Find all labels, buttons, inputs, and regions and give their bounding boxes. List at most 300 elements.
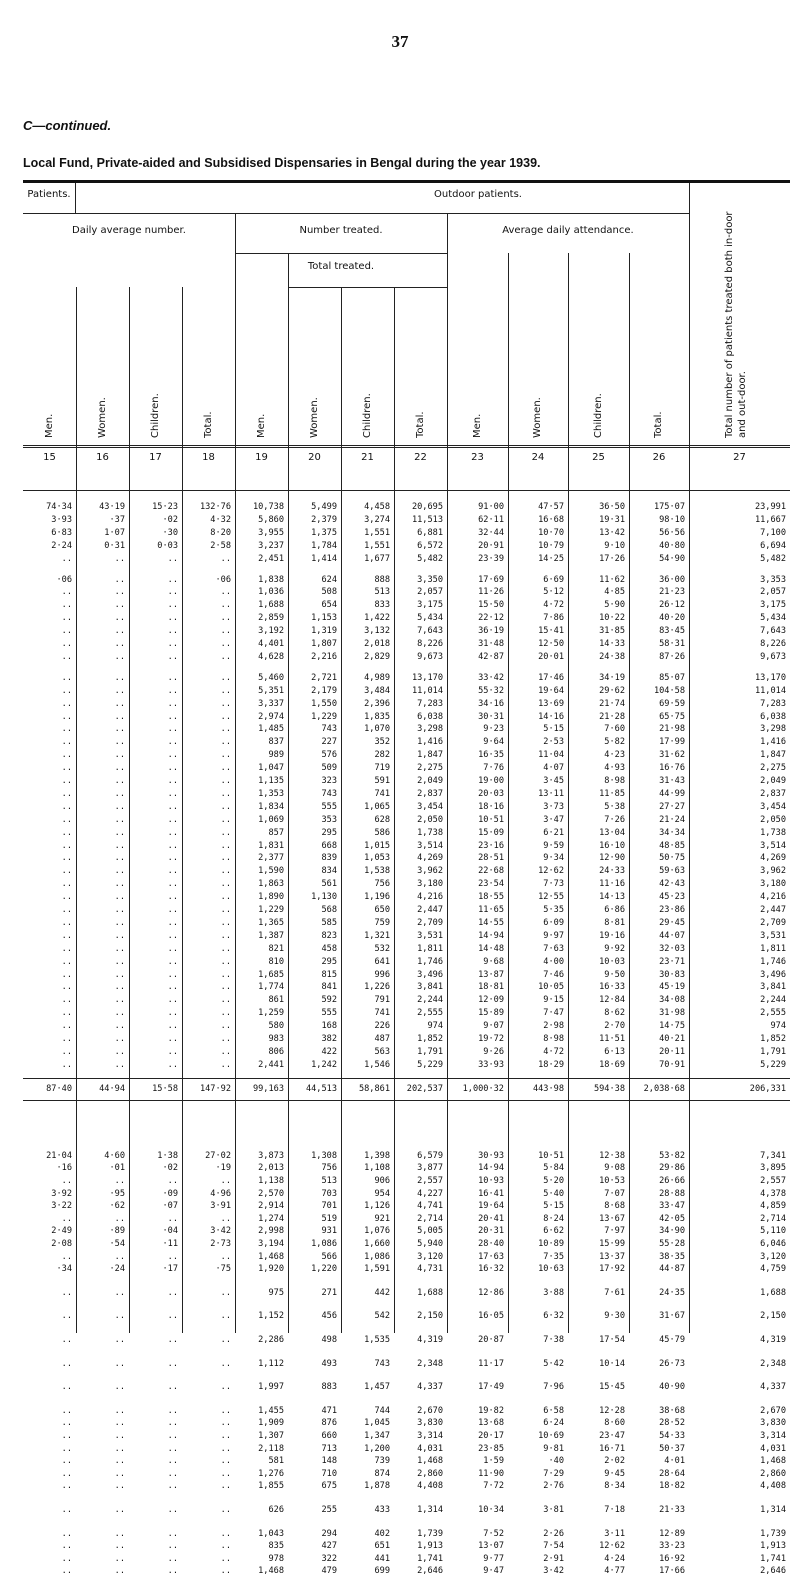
table-cell: .. [167,1456,178,1467]
table-cell: 3,895 [760,1163,786,1174]
rule-line [394,287,395,1333]
table-cell: 34·19 [599,672,625,683]
table-cell: 10·69 [538,1430,564,1441]
table-cell: .. [61,1008,72,1019]
table-cell: .. [167,1334,178,1345]
table-cell: 443·98 [532,1083,564,1094]
table-cell: 3,180 [760,879,786,890]
table-cell: .. [61,724,72,735]
table-cell: 6·83 [51,527,72,538]
table-cell: 16·35 [478,750,504,761]
table-cell: 14·94 [478,930,504,941]
table-cell: 6·86 [604,905,625,915]
table-cell: 1,784 [311,540,337,551]
table-row [23,1188,790,1200]
table-cell: 2,038·68 [643,1083,685,1094]
table-cell: 17·26 [599,553,625,564]
table-cell: 5,860 [258,514,284,525]
table-row [23,599,790,611]
table-cell: .. [61,1566,72,1577]
table-cell: 26·12 [659,600,685,611]
table-cell: .. [167,1311,178,1322]
table-cell: 701 [321,1201,337,1212]
table-cell: 74·34 [46,502,72,512]
table-cell: 1,791 [760,1046,786,1057]
table-row [23,788,790,800]
table-cell: .. [114,1566,125,1577]
table-cell: 16·71 [599,1443,625,1454]
table-cell: .. [220,995,231,1006]
table-cell: 1,811 [417,943,443,954]
table-cell: .. [167,879,178,890]
table-cell: 83·45 [659,626,685,637]
table-cell: .. [167,763,178,774]
table-cell: 16·32 [478,1264,504,1275]
table-cell: .. [114,711,125,722]
column-number: 17 [149,452,162,463]
table-cell: 1,422 [364,613,390,624]
table-cell: .. [167,587,178,598]
table-cell: ·01 [109,1163,125,1174]
table-cell: .. [167,574,178,585]
table-row [23,1007,790,1019]
table-cell: 8,226 [417,639,443,649]
table-cell: 1,086 [364,1251,390,1262]
table-cell: 5·90 [604,600,625,611]
table-row [23,638,790,650]
table-row [23,1033,790,1045]
table-cell: 10·53 [599,1175,625,1186]
table-cell: .. [220,827,231,838]
table-row [23,685,790,697]
table-cell: 874 [374,1468,390,1479]
table-cell: 1,274 [258,1213,284,1224]
table-cell: 17·66 [659,1566,685,1577]
table-cell: 542 [374,1311,390,1322]
table-cell: 2,557 [417,1175,443,1186]
table-cell: 1,242 [311,1059,337,1070]
table-cell: 10,738 [252,502,284,512]
table-cell: .. [167,1528,178,1539]
table-cell: .. [167,814,178,825]
table-cell: 352 [374,737,390,748]
table-cell: 3,841 [760,982,786,993]
table-cell: 563 [374,1046,390,1057]
table-cell: 2,829 [364,651,390,662]
table-cell: 594·38 [593,1083,625,1094]
table-cell: 9·50 [604,969,625,980]
table-cell: 2·91 [543,1553,564,1564]
table-cell: .. [114,1008,125,1019]
table-cell: .. [167,827,178,838]
table-cell: .. [61,1468,72,1479]
table-cell: 1,660 [364,1238,390,1249]
table-cell: .. [114,737,125,748]
table-cell: 168 [321,1021,337,1032]
column-label: Men. [255,413,267,438]
table-cell: .. [61,788,72,799]
table-cell: 975 [268,1287,284,1298]
table-cell: 7,100 [760,527,786,538]
table-cell: 40·90 [659,1382,685,1393]
table-row [23,1251,790,1263]
table-cell: 34·34 [659,827,685,838]
table-cell: 2,150 [760,1311,786,1322]
table-title: Local Fund, Private-aided and Subsidised Dispensaries in Bengal during the year 1939. [23,156,541,170]
rule-line [568,253,569,1333]
table-cell: 4,269 [417,853,443,864]
table-cell: 20·01 [538,651,564,662]
table-cell: 833 [374,600,390,611]
table-cell: 1,047 [258,763,284,774]
table-cell: 91·00 [478,502,504,512]
table-cell: 11,513 [411,514,443,525]
table-row [23,514,790,526]
table-cell: 1,347 [364,1430,390,1441]
table-cell: 4,741 [417,1201,443,1212]
table-cell: 31·48 [478,639,504,649]
rule-line [447,213,448,1333]
column-number: 24 [531,452,545,463]
table-row [23,749,790,761]
table-cell: 5·35 [543,905,564,915]
table-cell: 1,855 [258,1481,284,1492]
table-cell: 508 [321,587,337,598]
table-cell: 6,038 [417,711,443,722]
table-cell: 18·29 [538,1059,564,1070]
table-cell: 3,314 [760,1430,786,1441]
table-cell: 19·82 [478,1405,504,1416]
table-cell: ·16 [56,1163,72,1174]
table-cell: .. [114,866,125,877]
table-cell: 4·07 [543,763,564,774]
totals-row [23,1083,790,1095]
table-cell: 2,049 [760,776,786,786]
table-cell: .. [61,879,72,890]
table-cell: .. [61,750,72,761]
table-cell: 1,045 [364,1418,390,1429]
table-cell: 9,673 [760,651,786,662]
table-cell: 26·73 [659,1358,685,1369]
table-cell: 921 [374,1213,390,1224]
table-row [23,891,790,903]
table-cell: 3,531 [417,930,443,941]
table-cell: .. [220,840,231,851]
table-cell: .. [220,698,231,709]
header-number-treated: Number treated. [299,225,383,236]
table-cell: 59·63 [659,866,685,877]
table-cell: 1,259 [258,1008,284,1019]
table-cell: .. [220,801,231,812]
table-cell: 974 [770,1021,786,1032]
table-cell: 3,496 [760,969,786,980]
table-cell: ·34 [56,1264,72,1275]
table-cell: 10·14 [599,1358,625,1369]
table-cell: 5,351 [258,685,284,696]
table-cell: .. [220,1528,231,1539]
table-cell: 27·27 [659,801,685,812]
table-cell: 2,646 [760,1566,786,1577]
table-cell: 983 [268,1034,284,1044]
table-cell: 34·08 [659,995,685,1006]
table-cell: .. [220,672,231,683]
table-cell: 294 [321,1528,337,1539]
table-cell: 13·87 [478,969,504,980]
table-cell: 1,321 [364,930,390,941]
table-row [23,1480,790,1492]
table-cell: 2,837 [417,788,443,799]
table-cell: 7,643 [417,626,443,637]
table-cell: 471 [321,1405,337,1416]
table-cell: 9·07 [483,1021,504,1032]
table-cell: 5,005 [417,1226,443,1237]
table-cell: 23·71 [659,956,685,967]
table-cell: 641 [374,956,390,967]
table-cell: 5·42 [543,1358,564,1369]
table-cell: .. [61,651,72,662]
table-cell: 7·47 [543,1008,564,1019]
table-cell: .. [220,1456,231,1467]
table-cell: 7,283 [417,698,443,709]
table-cell: .. [167,1021,178,1032]
table-row [23,775,790,787]
table-cell: 3,314 [417,1430,443,1441]
table-row [23,736,790,748]
table-cell: 3·42 [210,1226,231,1237]
table-cell: 1,738 [760,827,786,838]
table-cell: .. [220,737,231,748]
table-cell: 132·76 [199,502,231,512]
table-cell: 4,458 [364,502,390,512]
table-cell: 14·25 [538,553,564,564]
table-cell: .. [220,600,231,611]
table-cell: 13·68 [478,1418,504,1429]
table-cell: 433 [374,1504,390,1515]
table-cell: 2,275 [417,763,443,774]
table-cell: .. [167,801,178,812]
table-cell: 20·41 [478,1213,504,1224]
table-cell: 586 [374,827,390,838]
table-cell: 20·17 [478,1430,504,1441]
table-cell: 3,132 [364,626,390,637]
table-cell: 741 [374,1008,390,1019]
table-cell: 978 [268,1553,284,1564]
table-cell: 1,153 [311,613,337,624]
table-cell: 6·58 [543,1405,564,1416]
table-cell: 14·16 [538,711,564,722]
table-cell: .. [167,969,178,980]
table-cell: 7·63 [543,943,564,954]
table-cell: 10·22 [599,613,625,624]
table-cell: .. [220,1251,231,1262]
table-cell: 4,337 [417,1382,443,1393]
table-cell: 1,152 [258,1311,284,1322]
table-cell: 31·62 [659,750,685,761]
table-cell: 1,746 [417,956,443,967]
table-cell: .. [167,1358,178,1369]
table-cell: 823 [321,930,337,941]
table-cell: 17·99 [659,737,685,748]
table-cell: 2·70 [604,1021,625,1032]
table-row [23,540,790,552]
table-cell: 9·59 [543,840,564,851]
table-cell: 3,175 [760,600,786,611]
table-cell: .. [114,917,125,928]
table-row [23,1430,790,1442]
table-cell: 3·11 [604,1528,625,1539]
table-cell: .. [220,1059,231,1070]
table-cell: 3·22 [51,1201,72,1212]
table-cell: 591 [374,776,390,786]
table-cell: 3,496 [417,969,443,980]
table-cell: 17·92 [599,1264,625,1275]
table-cell: 175·07 [653,502,685,512]
column-label: Men. [43,413,55,438]
table-cell: 8,226 [760,639,786,649]
table-cell: 4,401 [258,639,284,649]
column-number: 19 [255,452,268,463]
rule-line [629,253,630,1333]
table-cell: 839 [321,853,337,864]
table-cell: .. [220,613,231,624]
table-cell: 1,909 [258,1418,284,1429]
table-cell: .. [167,553,178,564]
table-cell: 2,286 [258,1334,284,1345]
table-cell: .. [61,969,72,980]
table-cell: 9·23 [483,724,504,735]
table-row [23,1225,790,1237]
table-cell: 10·79 [538,540,564,551]
table-cell: .. [114,613,125,624]
table-cell: 9·15 [543,995,564,1006]
table-cell: 50·37 [659,1443,685,1454]
table-cell: 11·65 [478,905,504,915]
table-cell: 3,337 [258,698,284,709]
table-cell: 561 [321,879,337,890]
table-cell: 821 [268,943,284,954]
column-label: Men. [471,413,483,438]
table-cell: 402 [374,1528,390,1539]
table-cell: 1,811 [760,943,786,954]
table-cell: .. [167,639,178,649]
table-cell: 23·47 [599,1430,625,1441]
table-row [23,1263,790,1275]
table-cell: 3,873 [258,1150,284,1161]
table-cell: 19·31 [599,514,625,525]
table-cell: 29·62 [599,685,625,696]
table-cell: .. [61,956,72,967]
column-label: Children. [361,393,373,438]
table-cell: .. [114,651,125,662]
table-cell: 227 [321,737,337,748]
table-cell: 651 [374,1541,390,1552]
table-cell: .. [61,1504,72,1515]
table-cell: 654 [321,600,337,611]
table-row [23,917,790,929]
table-cell: .. [114,1418,125,1429]
table-cell: .. [167,1251,178,1262]
table-cell: 1,307 [258,1430,284,1441]
table-row [23,1540,790,1552]
table-cell: .. [220,1046,231,1057]
table-cell: 4,628 [258,651,284,662]
table-cell: 1,847 [760,750,786,761]
table-cell: .. [220,587,231,598]
table-cell: 2,555 [417,1008,443,1019]
table-cell: .. [167,776,178,786]
table-cell: .. [167,672,178,683]
table-cell: 1·38 [157,1150,178,1161]
table-cell: 2,049 [417,776,443,786]
table-cell: 581 [268,1456,284,1467]
table-cell: 3,955 [258,527,284,538]
table-cell: 6,694 [760,540,786,551]
table-cell: .. [114,982,125,993]
table-cell: 713 [321,1443,337,1454]
table-cell: 17·49 [478,1382,504,1393]
table-cell: 13·07 [478,1541,504,1552]
table-cell: 30·83 [659,969,685,980]
table-cell: .. [220,853,231,864]
table-row [23,1334,790,1346]
table-cell: .. [61,917,72,928]
table-cell: .. [61,1034,72,1044]
table-cell: 15·45 [599,1382,625,1393]
table-cell: 33·42 [478,672,504,683]
table-cell: 4,408 [760,1481,786,1492]
table-cell: 2,050 [417,814,443,825]
table-cell: 255 [321,1504,337,1515]
table-cell: .. [61,587,72,598]
table-cell: .. [114,1046,125,1057]
table-cell: 1,036 [258,587,284,598]
table-cell: 23·86 [659,905,685,915]
table-cell: 580 [268,1021,284,1032]
table-cell: .. [114,685,125,696]
table-cell: 38·35 [659,1251,685,1262]
table-cell: 12·50 [538,639,564,649]
table-cell: 18·69 [599,1059,625,1070]
table-cell: 20·03 [478,788,504,799]
table-cell: 30·31 [478,711,504,722]
table-cell: .. [167,866,178,877]
table-cell: 1,685 [258,969,284,980]
table-cell: ·37 [109,514,125,525]
table-cell: 87·40 [46,1083,72,1094]
column-label-total-both: Total number of patients treated both in-door and out-door. [724,211,748,438]
table-cell: 2,179 [311,685,337,696]
table-cell: 4,408 [417,1481,443,1492]
table-cell: 532 [374,943,390,954]
table-cell: 12·62 [538,866,564,877]
table-cell: .. [114,574,125,585]
table-cell: 3·88 [543,1287,564,1298]
table-cell: 44,513 [305,1083,337,1094]
table-cell: 876 [321,1418,337,1429]
table-row [23,956,790,968]
table-cell: 1,847 [417,750,443,761]
table-cell: .. [61,698,72,709]
table-cell: 1,135 [258,776,284,786]
table-cell: .. [167,626,178,637]
table-cell: 4·24 [604,1553,625,1564]
table-cell: 5,434 [417,613,443,624]
table-cell: 147·92 [199,1083,231,1094]
table-cell: .. [61,553,72,564]
table-cell: 1,196 [364,892,390,903]
table-cell: 12·55 [538,892,564,903]
table-cell: 6,038 [760,711,786,722]
